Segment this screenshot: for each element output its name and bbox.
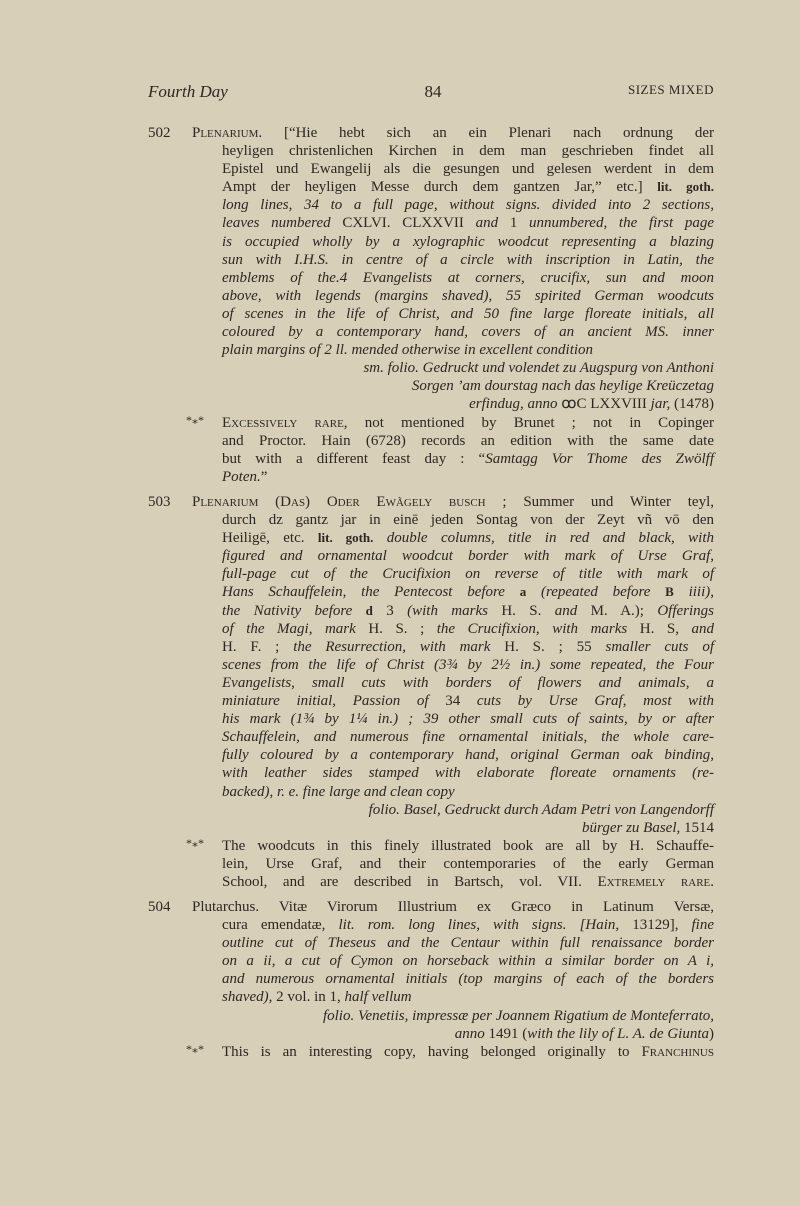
- text-run: H. F. ;: [222, 638, 280, 655]
- text-run: and: [541, 602, 591, 619]
- text-run: (1478): [674, 396, 714, 413]
- text-run: durch dz gantz jar in einē jeden Sontag von der Zeyt vñ vō den: [222, 512, 714, 529]
- line-text: [192, 493, 714, 511]
- text-line: [148, 710, 714, 728]
- line-text: [222, 142, 714, 160]
- note-line: [148, 414, 714, 432]
- line-text: [222, 934, 714, 952]
- line-text: [222, 1025, 714, 1043]
- line-text: [222, 952, 714, 970]
- line-text: [222, 638, 714, 656]
- text-run: and numerous ornamental initials (top margins of each of the borders: [222, 971, 714, 988]
- line-text: [222, 269, 714, 287]
- text-run: coloured by a contemporary hand, covers of an ancient MS. inner: [222, 324, 714, 341]
- text-run: folio. Basel, Gedruckt durch Adam Petri von Langendorff: [368, 801, 714, 818]
- line-text: [222, 511, 714, 529]
- text-run: anno: [454, 1025, 489, 1042]
- text-line: [148, 323, 714, 341]
- text-line: [148, 305, 714, 323]
- text-run: 13129],: [632, 917, 679, 934]
- text-run: scenes from the life of Christ (3¾ by 2½ in.) some repeated, the Four: [222, 656, 714, 673]
- text-run: School, and are described in Bartsch, vol. VII.: [222, 873, 598, 890]
- text-line: [148, 583, 714, 601]
- text-line: [148, 529, 714, 547]
- text-run: 34: [445, 693, 461, 710]
- text-line: [148, 468, 714, 486]
- text-run: double columns, title in red and black, with: [373, 530, 714, 547]
- text-run: sun with I.H.S. in centre of a circle with inscription in Latin, the: [222, 251, 714, 268]
- line-text: [222, 160, 714, 178]
- text-line: [148, 692, 714, 710]
- line-text: [222, 602, 714, 620]
- line-text: [222, 432, 714, 450]
- line-text: [222, 583, 714, 601]
- text-line: [148, 1025, 714, 1043]
- text-line: [148, 341, 714, 359]
- text-run: a: [519, 584, 527, 600]
- line-text: [222, 529, 714, 547]
- text-run: Offerings: [643, 602, 714, 619]
- text-line: [148, 287, 714, 305]
- text-run: long lines, 34 to a full page, without signs. divided into 2 sections,: [222, 197, 714, 214]
- line-text: [222, 728, 714, 746]
- asterism-icon: *⁎*: [186, 835, 204, 850]
- text-line: [148, 1007, 714, 1025]
- text-run: half vellum: [340, 989, 412, 1006]
- text-line: [148, 934, 714, 952]
- text-run: ; Summer und Winter teyl,: [485, 494, 714, 510]
- text-run: Franchinus: [641, 1043, 714, 1060]
- text-line: [148, 764, 714, 782]
- text-run: Extremely rare.: [597, 873, 714, 890]
- lot-number: 503: [148, 494, 171, 510]
- line-text: [222, 251, 714, 269]
- text-run: Epistel und Ewangelij als die gesungen und gelesen werdent in dem: [222, 161, 714, 178]
- text-run: H. S,: [639, 620, 679, 637]
- lot-number: 504: [148, 899, 171, 915]
- text-run: and: [678, 620, 714, 637]
- line-text: [222, 837, 714, 855]
- catalogue-entry-504: [148, 898, 714, 1061]
- text-line: [148, 970, 714, 988]
- text-line: [148, 493, 714, 511]
- text-run: (repeated before: [526, 584, 666, 601]
- text-line: [148, 728, 714, 746]
- text-run: sm. folio. Gedruckt und volendet zu Augspurg von Anthoni: [363, 360, 714, 377]
- text-run: unnumbered, the first page: [517, 215, 715, 232]
- line-text: [222, 547, 714, 565]
- text-run: lit. rom. long lines, with signs. [Hain,: [338, 917, 633, 934]
- line-text: [222, 970, 714, 988]
- text-line: [148, 269, 714, 287]
- line-text: [222, 305, 714, 323]
- text-line: [148, 214, 714, 232]
- text-line: [148, 160, 714, 178]
- text-run: emblems of the.4 Evangelists at corners, crucifix, sun and moon: [222, 269, 714, 286]
- line-text: [222, 873, 714, 891]
- text-line: [148, 783, 714, 801]
- text-run: 2 vol. in 1,: [276, 989, 341, 1006]
- text-line: [148, 233, 714, 251]
- text-run: leaves numbered: [222, 215, 343, 232]
- line-text: [222, 233, 714, 251]
- line-text: [222, 341, 714, 359]
- line-text: [222, 1007, 714, 1025]
- text-run: the Crucifixion, with marks: [424, 620, 640, 637]
- text-line: [148, 620, 714, 638]
- text-run: cuts by Urse Graf, most with: [460, 693, 714, 710]
- text-run: of the Magi, mark: [222, 620, 369, 637]
- text-run: figured and ornamental woodcut border with mark of Urse Graf,: [222, 548, 714, 565]
- catalogue-entry-503: [148, 493, 714, 891]
- text-run: Schauffelein, and numerous fine ornamental initials, the whole care-: [222, 729, 714, 746]
- line-text: [222, 377, 714, 395]
- text-run: full-page cut of the Crucifixion on reverse of title with mark of: [222, 566, 714, 583]
- text-run: Ampt der heyligen Messe durch dem gantzen Jar,” etc.]: [222, 179, 658, 196]
- text-run: backed), r. e. fine large and clean copy: [222, 783, 455, 800]
- text-run: [“Hie hebt sich an ein Plenari nach ordnung der: [262, 125, 714, 141]
- line-text: [222, 801, 714, 819]
- text-line: [148, 251, 714, 269]
- line-text: [222, 565, 714, 583]
- text-run: ꝏC LXXVIII: [561, 396, 647, 413]
- text-run: d: [365, 602, 373, 618]
- line-text: [222, 287, 714, 305]
- line-text: [222, 692, 714, 710]
- text-run: H. S.: [501, 602, 542, 619]
- text-run: and: [463, 215, 510, 232]
- note-line: [148, 1043, 714, 1061]
- line-text: [222, 855, 714, 873]
- line-text: [222, 819, 714, 837]
- text-line: [148, 511, 714, 529]
- text-run: Samtagg Vor Thome des Zwölff: [485, 450, 715, 467]
- text-line: [148, 916, 714, 934]
- text-line: [148, 432, 714, 450]
- line-text: [222, 214, 714, 232]
- text-run: (with marks: [407, 602, 502, 619]
- text-run: Plenarium (Das) Oder Ewãgely busch: [192, 494, 486, 510]
- text-run: shaved),: [222, 989, 277, 1006]
- text-run: folio. Venetiis, impressæ per Joannem Rigatium de Monteferrato,: [322, 1007, 714, 1024]
- text-line: [148, 377, 714, 395]
- text-run: M. A.);: [590, 602, 644, 619]
- text-run: ”: [260, 468, 268, 485]
- line-text: [222, 196, 714, 214]
- text-run: and Proctor. Hain (6728) records an edition with the same date: [222, 432, 714, 449]
- line-text: [222, 656, 714, 674]
- text-line: [148, 988, 714, 1006]
- text-line: [148, 873, 714, 891]
- text-line: [148, 450, 714, 468]
- line-text: [222, 620, 714, 638]
- text-run: the Resurrection, with mark: [279, 638, 505, 655]
- line-text: [222, 450, 714, 468]
- text-run: heyligen christenlichen Kirchen in dem man geschrieben findet all: [222, 143, 714, 160]
- text-run: jar,: [646, 396, 674, 413]
- line-text: [222, 359, 714, 377]
- text-run: Poten.: [222, 468, 261, 485]
- text-run: erfindug, anno: [469, 396, 562, 413]
- text-line: [148, 547, 714, 565]
- line-text: [222, 414, 714, 432]
- text-line: [148, 819, 714, 837]
- line-text: [222, 395, 714, 413]
- text-run: on a ii, a cut of Cymon on horseback within a similar border on A i,: [222, 953, 714, 970]
- text-run: lit. goth.: [657, 179, 714, 195]
- text-line: [148, 898, 714, 916]
- line-text: [222, 674, 714, 692]
- text-run: fully coloured by a contemporary hand, original German oak binding,: [222, 747, 714, 764]
- line-text: [222, 764, 714, 782]
- text-run: plain margins of 2 ll. mended otherwise in excellent condition: [222, 342, 594, 359]
- text-line: [148, 142, 714, 160]
- text-run: 1: [509, 215, 518, 232]
- text-line: [148, 656, 714, 674]
- text-line: [148, 952, 714, 970]
- text-run: B: [665, 584, 674, 600]
- text-run: bürger zu Basel,: [582, 819, 684, 836]
- text-line: [148, 196, 714, 214]
- text-run: 1514: [684, 819, 714, 836]
- text-run: Plutarchus. Vitæ Virorum Illustrium ex Græco in Latinum Versæ,: [192, 899, 714, 915]
- text-run: outline cut of Theseus and the Centaur within full renaissance border: [222, 935, 714, 952]
- line-text: [222, 916, 714, 934]
- text-run: Hans Schauffelein, the Pentecost before: [222, 584, 520, 601]
- asterism-icon: *⁎*: [186, 1041, 204, 1056]
- page-number: 84: [424, 82, 442, 101]
- line-text: [222, 746, 714, 764]
- text-run: lein, Urse Graf, and their contemporaries of the early German: [222, 855, 714, 872]
- text-run: above, with legends (margins shaved), 55 spirited German woodcuts: [222, 287, 714, 304]
- line-text: [222, 1043, 714, 1061]
- text-run: Heiligē, etc.: [222, 530, 318, 547]
- text-run: lit. goth.: [317, 530, 374, 546]
- text-run: The woodcuts in this finely illustrated book are all by H. Schauffe-: [222, 837, 714, 854]
- text-run: the Nativity before: [222, 602, 366, 619]
- line-text: [222, 468, 714, 486]
- text-run: but with a different feast day : “: [222, 450, 486, 467]
- text-run: CXLVI. CLXXVII: [342, 215, 464, 232]
- text-run: iiii),: [673, 584, 714, 601]
- text-line: [148, 746, 714, 764]
- text-line: [148, 124, 714, 142]
- asterism-icon: *⁎*: [186, 412, 204, 427]
- note-line: [148, 837, 714, 855]
- line-text: [222, 710, 714, 728]
- text-run: with the lily of L. A. de Giunta: [527, 1025, 709, 1042]
- text-run: miniature initial, Passion of: [222, 693, 446, 710]
- line-text: [222, 783, 714, 801]
- lot-number: 502: [148, 125, 171, 141]
- text-run: 1491 (: [488, 1025, 528, 1042]
- text-run: 3: [372, 602, 408, 619]
- running-head-right: SIZES MIXED: [627, 82, 714, 97]
- line-text: [192, 898, 714, 916]
- text-run: of scenes in the life of Christ, and 50 fine large floreate initials, all: [222, 305, 714, 322]
- text-run: Plenarium.: [192, 125, 263, 141]
- text-line: [148, 855, 714, 873]
- text-run: cura emendatæ,: [222, 917, 339, 934]
- line-text: [192, 124, 714, 142]
- text-line: [148, 801, 714, 819]
- text-run: with leather sides stamped with elaborate floreate ornaments (re-: [222, 765, 714, 782]
- text-run: Sorgen ’am dourstag nach das heylige Kreüczetag: [411, 378, 714, 395]
- text-run: H. S. ;: [368, 620, 425, 637]
- text-run: fine: [678, 917, 715, 934]
- text-run: Evangelists, small cuts with borders of flowers and animals, a: [222, 674, 714, 691]
- text-run: smaller cuts of: [591, 638, 715, 655]
- text-line: [148, 359, 714, 377]
- text-run: is occupied wholly by a xylographic woodcut representing a blazing: [222, 233, 714, 250]
- line-text: [222, 178, 714, 196]
- text-line: [148, 395, 714, 413]
- text-line: [148, 602, 714, 620]
- text-run: ): [709, 1025, 714, 1042]
- text-run: H. S. ; 55: [504, 638, 592, 655]
- text-line: [148, 638, 714, 656]
- text-run: This is an interesting copy, having belonged originally to: [222, 1043, 642, 1060]
- line-text: [222, 323, 714, 341]
- catalogue-entry-502: [148, 124, 714, 486]
- text-line: [148, 178, 714, 196]
- running-head-left: Fourth Day: [148, 82, 228, 101]
- text-line: [148, 674, 714, 692]
- text-run: his mark (1¾ by 1¼ in.) ; 39 other small cuts of saints, by or after: [222, 711, 714, 728]
- text-line: [148, 565, 714, 583]
- text-run: Excessively rare,: [222, 414, 348, 431]
- text-run: not mentioned by Brunet ; not in Copinger: [347, 414, 715, 431]
- line-text: [222, 988, 714, 1006]
